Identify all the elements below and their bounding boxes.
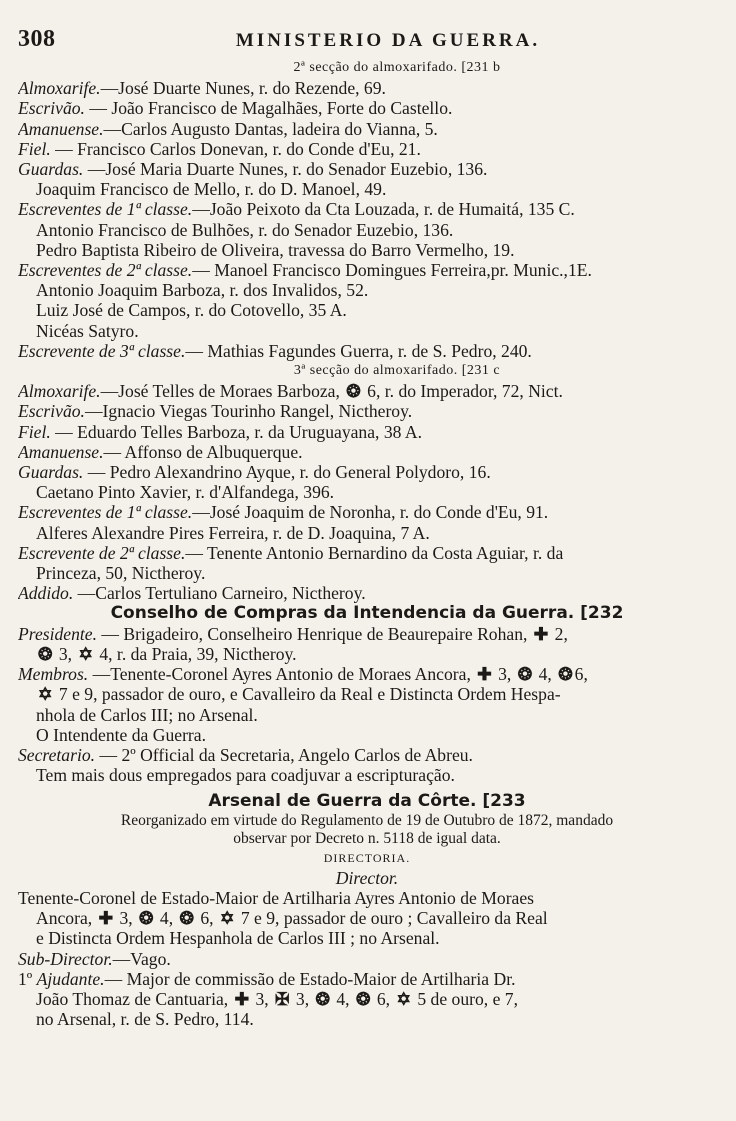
running-title: MINISTERIO DA GUERRA. [235,30,541,51]
role-label: Escrevente de 2ª classe. [18,542,186,563]
entry-text: 7 e 9, passador de ouro, e Cavalleiro da Real e Distincta Ordem Hespa- [54,684,561,705]
role-label: Escrevente de 3ª classe. [18,340,186,361]
role-label: Escrivão. [18,98,85,119]
role-label: Almoxarife. [18,78,101,99]
entry-continuation: Nicéas Satyro. [36,320,139,341]
entry-text: 6, r. do Imperador, 72, Nict. [362,381,563,402]
page-number: 308 [18,26,56,52]
entry-text: — Tenente Antonio Bernardino da Costa Aguiar, r. da [185,542,564,563]
entry-text: 6, [372,988,395,1009]
entry-continuation: O Intendente da Guerra. [36,724,206,745]
note-line: observar por Decreto n. 5118 de igual data. [233,829,501,847]
entry-text: — Eduardo Telles Barboza, r. da Uruguayana, 38 A. [50,421,422,442]
plate-icon: ✚ [533,623,549,644]
role-label: Fiel. [18,138,51,159]
entry-text: — Francisco Carlos Donevan, r. do Conde d'Eu, 21. [50,138,421,159]
entry-continuation: Antonio Francisco de Bulhões, r. do Senador Euzebio, 136. [36,219,454,240]
star-icon: ✡ [37,684,53,705]
subheading-director: Director. [335,867,399,888]
entry-continuation: Luiz José de Campos, r. do Cotovello, 35 A. [36,300,347,321]
entry-text: — Mathias Fagundes Guerra, r. de S. Pedro, 240. [185,340,532,361]
entry-text: 4, [331,988,354,1009]
role-label: Amanuense. [18,118,104,139]
medal-icon: ❂ [517,664,533,685]
entry-text: — 2º Official da Secretaria, Angelo Carlos de Abreu. [95,744,473,765]
entry-text: —Carlos Augusto Dantas, ladeira do Vianna, 5. [103,118,438,139]
entry-text: — Manoel Francisco Domingues Ferreira,pr. Munic.,1E. [192,260,592,281]
role-label: Sub-Director. [18,948,113,969]
entry-text: — Brigadeiro, Conselheiro Henrique de Beaurepaire Rohan, [96,623,532,644]
role-label: Presidente. [18,623,97,644]
entry-text: — Major de commissão de Estado-Maior de Artilharia Dr. [104,968,516,989]
entry-continuation: no Arsenal, r. de S. Pedro, 114. [36,1009,254,1030]
entry-text: — Affonso de Albuquerque. [103,441,303,462]
section-heading-2a-seccao: 2ª secção do almoxarifado. [231 b [293,60,501,75]
entry-text: Ancora, [36,908,97,929]
entry-text: —Vago. [112,948,171,969]
entry-text: 4, r. da Praia, 39, Nictheroy. [94,643,297,664]
entry-text: João Thomaz de Cantuaria, [36,988,233,1009]
medal-icon: ❂ [179,908,195,929]
entry-text: — João Francisco de Magalhães, Forte do Castello. [84,98,453,119]
subheading-directoria: DIRECTORIA. [323,850,411,865]
entry-text: 7 e 9, passador de ouro ; Cavalleiro da Real [236,908,548,929]
entry-continuation: Joaquim Francisco de Mello, r. do D. Manoel, 49. [36,179,387,200]
plate-icon: ✚ [234,988,250,1009]
role-label: Escreventes de 2ª classe. [18,260,193,281]
section-heading-3a-seccao: 3ª secção do almoxarifado. [231 c [293,363,501,379]
role-label: Escrivão. [18,401,85,422]
role-label: Guardas. [18,159,84,180]
entry-continuation: e Distincta Ordem Hespanhola de Carlos III ; no Arsenal. [36,928,440,949]
section-heading-arsenal: Arsenal de Guerra da Côrte. [233 [208,791,526,812]
entry-text: 3, [493,664,516,685]
role-label: Escreventes de 1ª classe. [18,502,193,523]
medal-icon: ❂ [138,908,154,929]
star-icon: ✡ [396,988,412,1009]
entry-text: 3, [291,988,314,1009]
role-label: Fiel. [18,421,51,442]
plate-icon: ✚ [477,664,492,685]
entry-continuation: nhola de Carlos III; no Arsenal. [36,704,258,725]
entry-text: 6, [195,908,218,929]
entry-text: 2, [550,623,568,644]
entry-continuation: Caetano Pinto Xavier, r. d'Alfandega, 396. [36,482,335,503]
entry-text: — Pedro Alexandrino Ayque, r. do General Polydoro, 16. [83,462,491,483]
entry-continuation: Antonio Joaquim Barboza, r. dos Invalidos, 52. [36,280,369,301]
entry-continuation: Pedro Baptista Ribeiro de Oliveira, travessa do Barro Vermelho, 19. [36,239,515,260]
medal-icon: ❂ [346,381,361,402]
entry-text: 3, [115,908,138,929]
entry-text: —João Peixoto da Cta Louzada, r. de Humaitá, 135 C. [192,199,575,220]
plate-icon: ✚ [98,908,114,929]
entry-text: —José Maria Duarte Nunes, r. do Senador Euzebio, 136. [83,159,488,180]
medal-icon: ❂ [558,664,573,685]
ordinal: 1º [18,968,37,989]
star-icon: ✡ [78,643,94,664]
entry-text: —Ignacio Viegas Tourinho Rangel, Nictheroy. [84,401,413,422]
page-header [18,26,718,56]
page-body [18,58,716,1029]
entry-text: 3, [251,988,274,1009]
section-heading-conselho: Conselho de Compras da Intendencia da Guerra. [232 [110,603,624,624]
cross-icon: ✠ [274,988,290,1009]
role-label: Membros. [18,664,89,685]
entry-text: 3, [54,643,77,664]
role-label: Escreventes de 1ª classe. [18,199,193,220]
entry-continuation: Alferes Alexandre Pires Ferreira, r. de D. Joaquina, 7 A. [36,522,430,543]
entry-text: 4, [155,908,178,929]
medal-icon: ❂ [315,988,331,1009]
role-label: Guardas. [18,462,84,483]
star-icon: ✡ [219,908,235,929]
role-label: Secretario. [18,744,96,765]
entry-text: —José Telles de Moraes Barboza, [100,381,345,402]
entry-text: —Carlos Tertuliano Carneiro, Nictheroy. [73,583,366,604]
entry-continuation: Princeza, 50, Nictheroy. [36,563,206,584]
entry-text: —José Duarte Nunes, r. do Rezende, 69. [100,78,386,99]
medal-icon: ❂ [37,643,53,664]
entry-text: 5 de ouro, e 7, [412,988,518,1009]
role-label: Almoxarife. [18,381,101,402]
role-label: Ajudante. [36,968,105,989]
role-label: Addido. [18,583,74,604]
entry-text: 4, [534,664,557,685]
entry-text: 6, [574,664,588,685]
entry-text: Tenente-Coronel de Estado-Maior de Artilharia Ayres Antonio de Moraes [18,887,535,908]
role-label: Amanuense. [18,441,104,462]
entry-text: —Tenente-Coronel Ayres Antonio de Moraes Ancora, [88,664,476,685]
entry-text: —José Joaquim de Noronha, r. do Conde d'Eu, 91. [192,502,549,523]
medal-icon: ❂ [355,988,371,1009]
note-line: Reorganizado em virtude do Regulamento de 19 de Outubro de 1872, mandado [120,811,614,829]
entry-continuation: Tem mais dous empregados para coadjuvar a escripturação. [36,765,455,786]
